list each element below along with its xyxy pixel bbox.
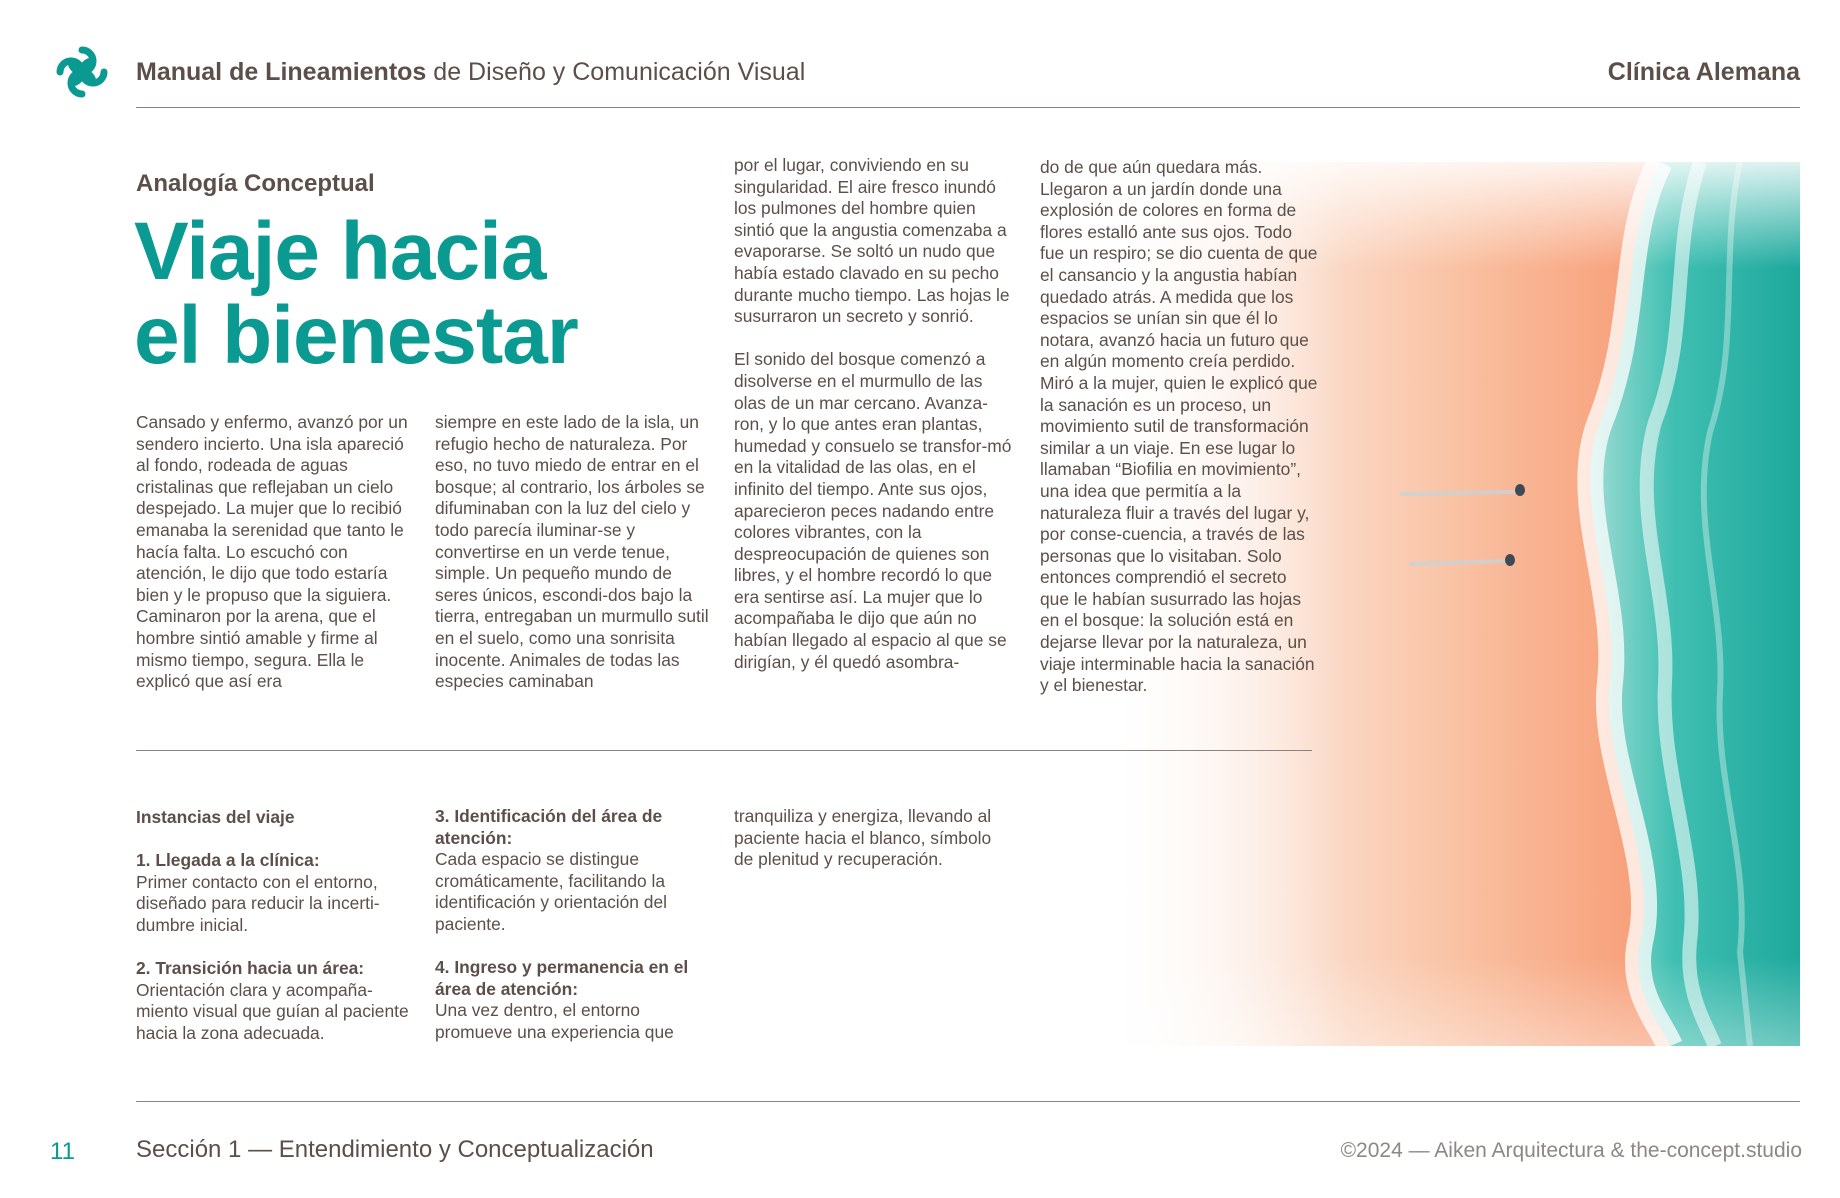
instances-column-2 [435, 806, 715, 1044]
page-number: 11 [50, 1138, 75, 1165]
footer-divider [136, 1101, 1800, 1102]
step-1-title: 1. Llegada a la clínica: [136, 850, 320, 871]
step-3-title: 3. Identificación del área de atención: [435, 806, 663, 848]
step-4-title: 4. Ingreso y permanencia en el área de atención: [435, 957, 689, 999]
instances-column-1 [136, 807, 416, 1045]
instances-heading: Instancias del viaje [136, 807, 295, 827]
step-4-text: Una vez dentro, el entorno promueve una experiencia que [435, 1000, 674, 1042]
step-3-text: Cada espacio se distingue cromáticamente, facilitando la identificación y orientación del paciente. [435, 849, 668, 934]
step-1-text: Primer contacto con el entorno, diseñado para reducir la incerti-dumbre inicial. [136, 871, 380, 935]
instances-column-3 [734, 806, 1014, 871]
body-column-1: Cansado y enfermo, avanzó por un sendero incierto. Una isla apareció al fondo, rodeada de aguas cristalinas que reflejaban un cielo despejado. La mujer que lo recibió emanaba la serenidad que tanto le hacía falta. Lo escuchó con atención, le dijo que todo estaría bien y le propuso que la siguiera. Caminaron por la arena, que el hombre sintió amable y firme al mismo tiempo, segura. Ella le explicó que así era [136, 412, 408, 692]
clinica-alemana-logo-icon [50, 40, 114, 104]
step-2-text: Orientación clara y acompaña-miento visual que guían al paciente hacia la zona adecuada. [136, 979, 409, 1043]
body-column-2: siempre en este lado de la isla, un refugio hecho de naturaleza. Por eso, no tuvo miedo de entrar en el bosque; al contrario, los árboles se difuminaban con la luz del cielo y todo parecía iluminar-se y convertirse en un verde tenue, simple. Un pequeño mundo de seres únicos, escondi-dos bajo la tierra, entregaban un murmullo sutil en el suelo, como una sonrisita inocente. Animales de todas las especies caminaban [435, 412, 709, 692]
section-divider [136, 750, 1312, 751]
step-2-title: 2. Transición hacia un área: [136, 958, 365, 979]
step-4-continued: tranquiliza y energiza, llevando al paciente hacia el blanco, símbolo de plenitud y recuperación. [734, 806, 992, 870]
body-column-4: do de que aún quedara más. Llegaron a un jardín donde una explosión de colores en forma de flores estalló ante sus ojos. Todo fue un respiro; se dio cuenta de que el cansancio y la angustia habían quedado atrás. A medida que los espacios se unían sin que él lo notara, avanzó hacia un futuro que en algún momento creía perdido. Miró a la mujer, quien le explicó que la sanación es un proceso, un movimiento sutil de transformación similar a un viaje. En ese lugar lo llamaban “Biofilia en movimiento”, una idea que permitía a la naturaleza fluir a través del lugar y, por conse-cuencia, a través de las personas que lo visitaban. Solo entonces comprendió el secreto que le habían susurrado las hojas en el bosque: la solución está en dejarse llevar por la naturaleza, un viaje interminable hacia la sanación y el bienestar. [1040, 157, 1318, 696]
section-kicker: Analogía Conceptual [136, 170, 375, 197]
brand-name: Clínica Alemana [1607, 58, 1800, 86]
section-title: Sección 1 — Entendimiento y Conceptualización [136, 1136, 654, 1163]
page-title: Viaje hacia el bienestar [134, 206, 578, 381]
document-title: Manual de Lineamientos de Diseño y Comunicación Visual [136, 58, 806, 86]
header-divider [136, 107, 1800, 108]
body-column-3: por el lugar, conviviendo en su singularidad. El aire fresco inundó los pulmones del hombre quien sintió que la angustia comenzaba a evaporarse. Se soltó un nudo que había estado clavado en su pecho durante mucho tiempo. Las hojas le susurraron un secreto y sonrió. El sonido del bosque comenzó a disolverse en el murmullo de las olas de un mar cercano. Avanza-ron, y lo que antes eran plantas, humedad y consuelo se transfor-mó en la vitalidad de las olas, en el infinito del tiempo. Ante sus ojos, aparecieron peces nadando entre colores vibrantes, con la despreocupación de quienes son libres, y el hombre recordó lo que era sentirse así. La mujer que lo acompañaba le dijo que aún no habían llegado al espacio al que se dirigían, y él quedó asombra- [734, 155, 1012, 672]
copyright: ©2024 — Aiken Arquitectura & the-concept.studio [1340, 1139, 1802, 1162]
